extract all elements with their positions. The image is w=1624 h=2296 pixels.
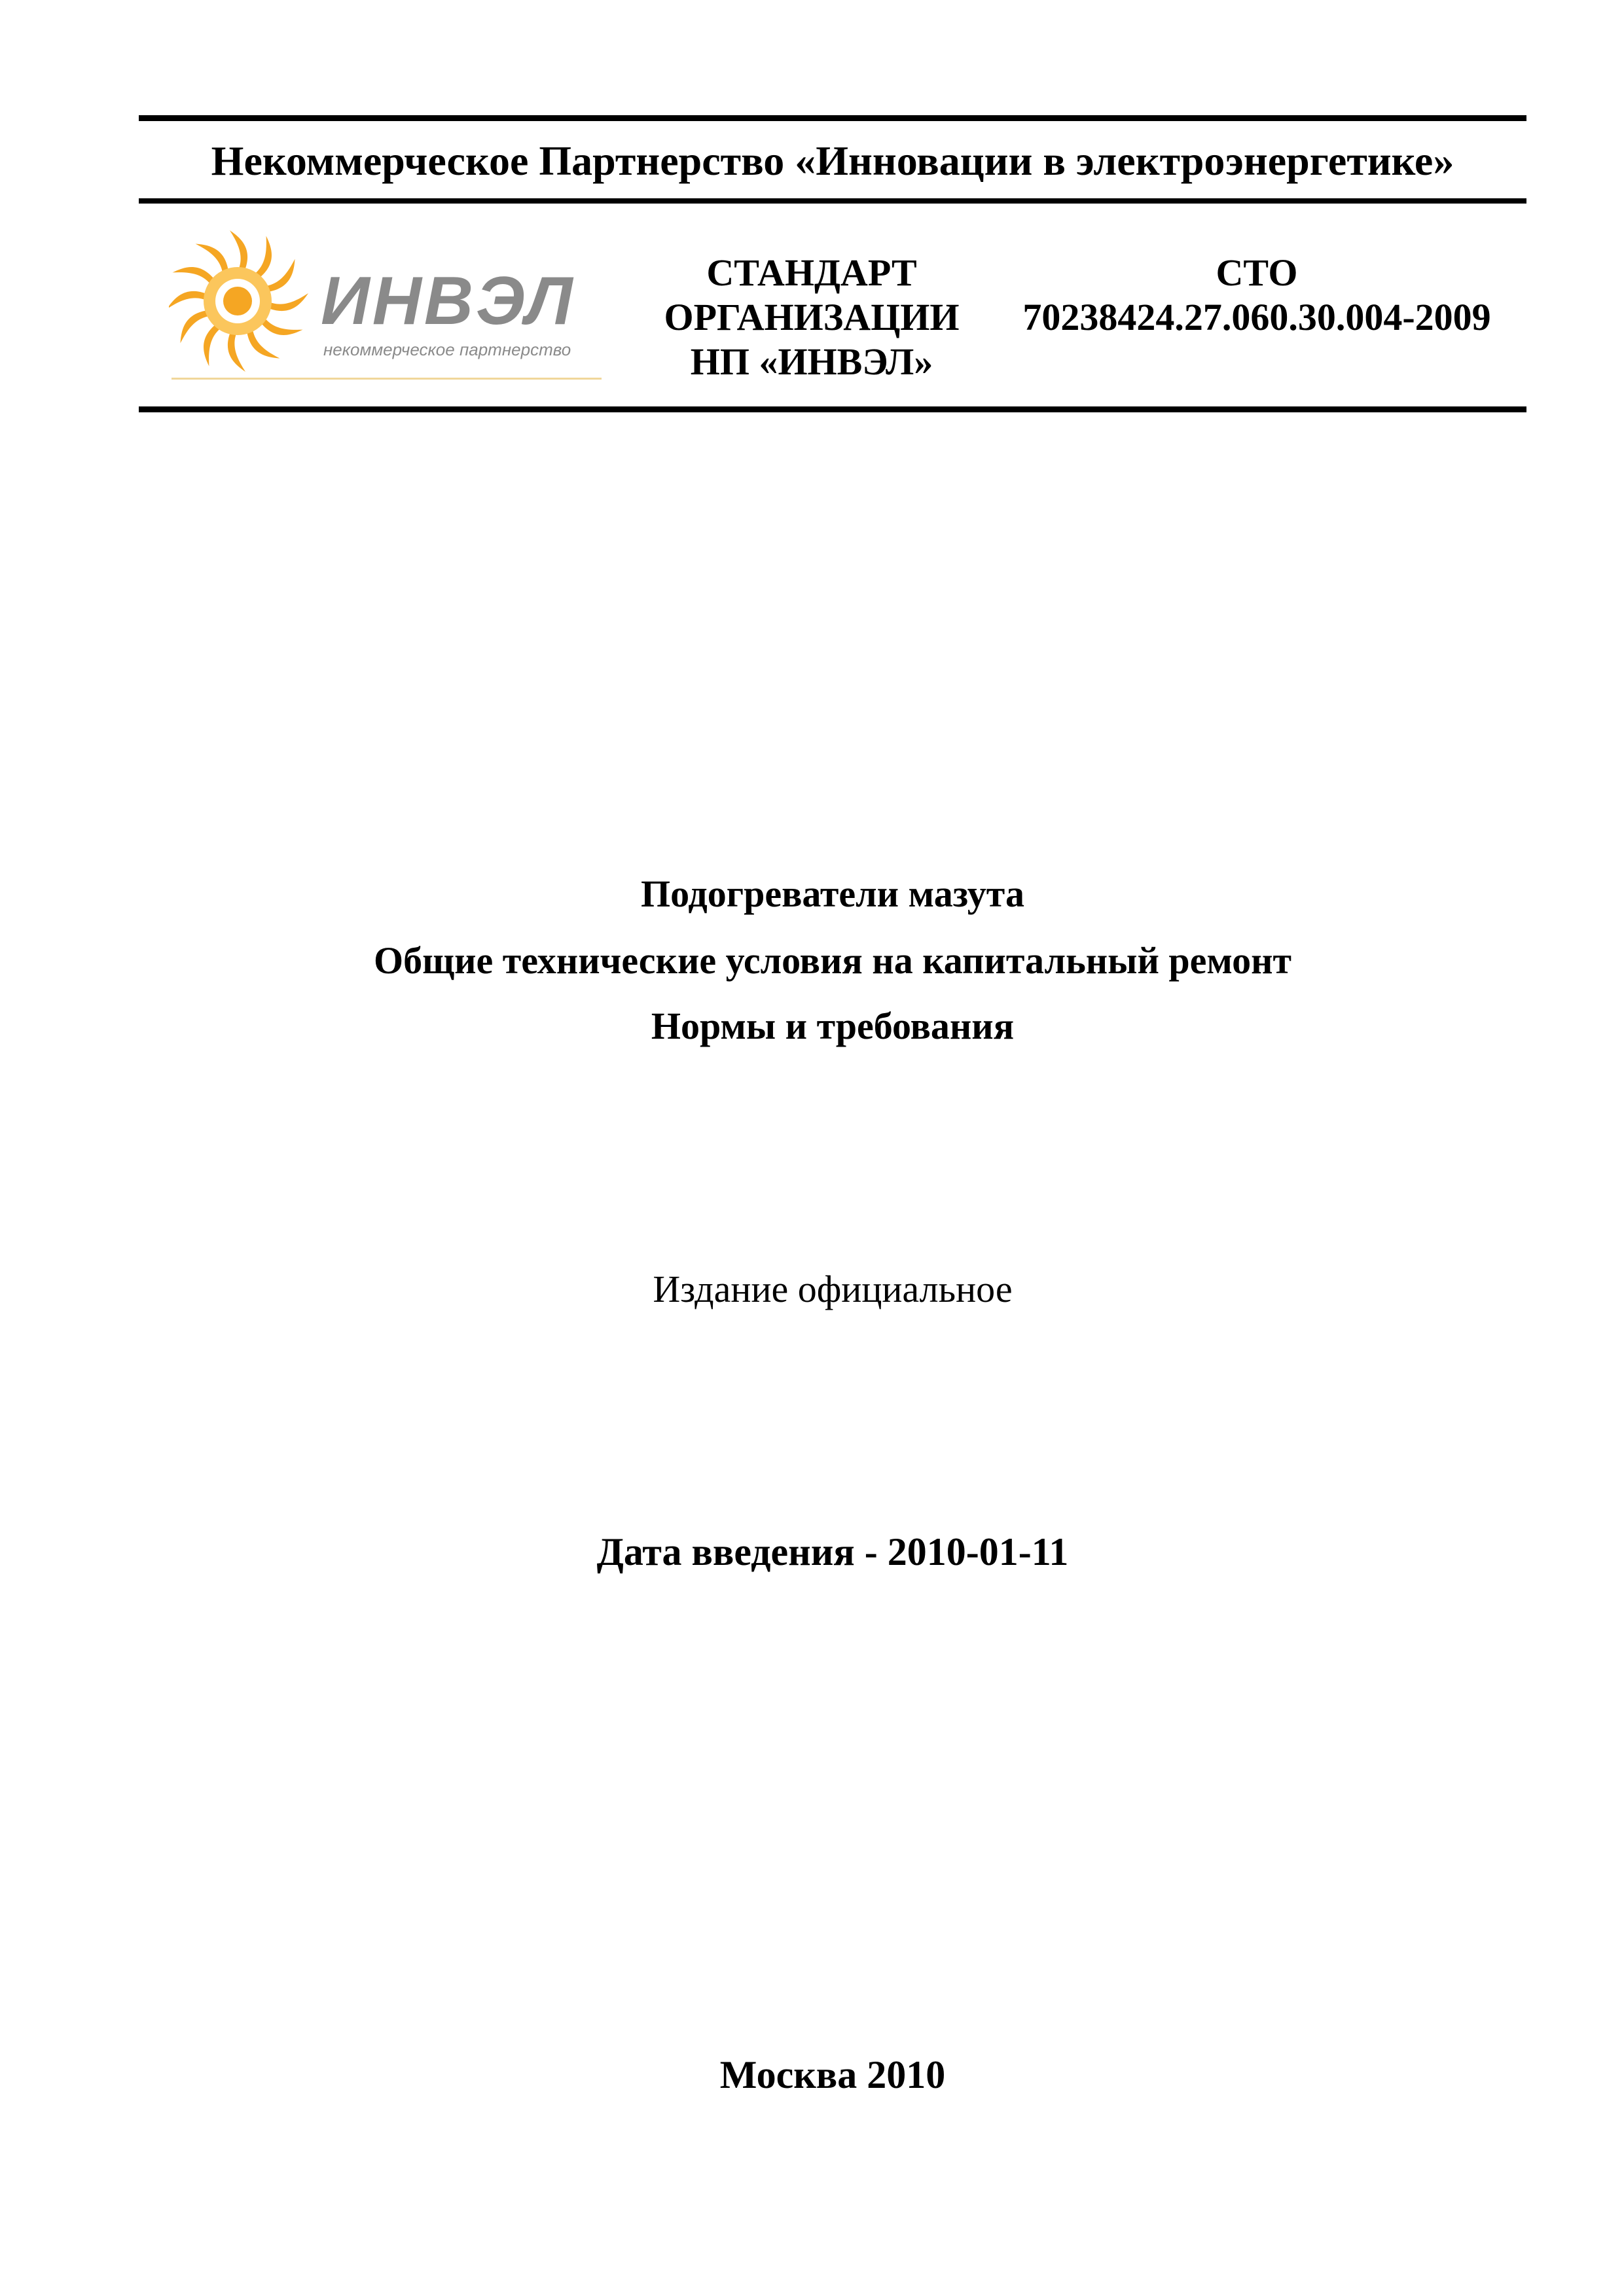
header-rule: [139, 198, 1526, 204]
standard-label-line: НП «ИНВЭЛ»: [690, 340, 933, 383]
standard-label-line: СТАНДАРТ: [706, 251, 917, 294]
header-bottom-rule: [139, 406, 1526, 412]
introduction-date: Дата введения - 2010-01-11: [596, 1530, 1069, 1573]
invel-logo: [169, 226, 602, 383]
logo-tagline: некоммерческое партнерство: [323, 340, 571, 359]
standard-code-number: 70238424.27.060.30.004-2009: [1022, 296, 1491, 338]
organization-title: Некоммерческое Партнерство «Инновации в электроэнергетике»: [211, 137, 1454, 184]
edition-note: Издание официальное: [653, 1268, 1013, 1310]
logo-wordmark: ИНВЭЛ: [321, 263, 575, 339]
standard-code: [995, 251, 1519, 340]
top-rule: [139, 115, 1526, 121]
city-year: Москва 2010: [719, 2053, 946, 2096]
document-title-line-1: Подогреватели мазута: [640, 872, 1025, 915]
standard-label-line: ОРГАНИЗАЦИИ: [664, 296, 960, 338]
standard-label: [628, 251, 995, 384]
sun-logo-icon: [169, 226, 602, 383]
logo-underline: [171, 378, 602, 380]
document-title-line-3: Нормы и требования: [651, 1005, 1015, 1047]
document-title-line-2: Общие технические условия на капитальный ремонт: [373, 939, 1292, 982]
standard-code-prefix: СТО: [1216, 251, 1298, 294]
